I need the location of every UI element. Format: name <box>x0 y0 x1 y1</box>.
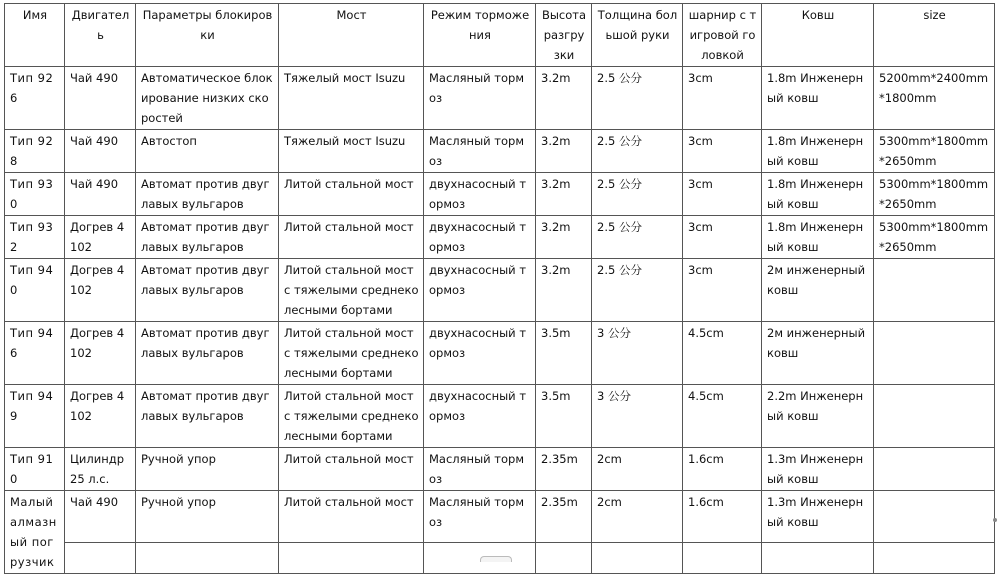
cell-bucket: 1.3m Инженерный ковш <box>762 491 874 543</box>
cell-engine: Догрев 4102 <box>65 385 136 448</box>
cell-size: 5300mm*1800mm*2650mm <box>874 216 995 259</box>
cell-height: 3.2m <box>536 130 592 173</box>
cell-axle: Литой стальной мост <box>279 491 424 543</box>
cell-lock: Автомат против двуглавых вульгаров <box>136 216 279 259</box>
cell-arm: 2cm <box>592 448 683 491</box>
cell-axle: Литой стальной мост <box>279 173 424 216</box>
header-cell: Имя <box>5 4 65 67</box>
cell-engine: Догрев 4102 <box>65 259 136 322</box>
cell-lock: Автомат против двуглавых вульгаров <box>136 173 279 216</box>
cell-height: 3.2m <box>536 173 592 216</box>
cell-brake: двухнасосный тормоз <box>424 173 536 216</box>
cell-bucket: 1.8m Инженерный ковш <box>762 130 874 173</box>
table-row <box>5 173 995 216</box>
cell-brake: двухнасосный тормоз <box>424 322 536 385</box>
cell-name: Тип 930 <box>5 173 65 216</box>
cell-hinge: 1.6cm <box>683 491 762 543</box>
cell-size <box>874 491 995 543</box>
cell-bucket: 2м инженерный ковш <box>762 322 874 385</box>
cell-name: Тип 926 <box>5 67 65 130</box>
cell-height: 3.2m <box>536 259 592 322</box>
empty-cell <box>874 543 995 574</box>
cell-axle: Литой стальной мост с тяжелыми среднеколесными бортами <box>279 385 424 448</box>
cell-bucket: 1.8m Инженерный ковш <box>762 173 874 216</box>
cell-size <box>874 448 995 491</box>
resize-handle-dot <box>993 518 997 522</box>
cell-lock: Автомат против двуглавых вульгаров <box>136 259 279 322</box>
cell-brake: Масляный тормоз <box>424 130 536 173</box>
table-row <box>5 259 995 322</box>
cell-arm: 2.5 公分 <box>592 173 683 216</box>
header-cell: Ковш <box>762 4 874 67</box>
cell-lock: Автостоп <box>136 130 279 173</box>
cell-hinge: 3cm <box>683 130 762 173</box>
cell-size: 5200mm*2400mm*1800mm <box>874 67 995 130</box>
cell-lock: Ручной упор <box>136 448 279 491</box>
cell-size: 5300mm*1800mm*2650mm <box>874 173 995 216</box>
table-row <box>5 322 995 385</box>
cell-bucket: 1.8m Инженерный ковш <box>762 67 874 130</box>
cell-lock: Автомат против двуглавых вульгаров <box>136 322 279 385</box>
cell-engine: Догрев 4102 <box>65 216 136 259</box>
cell-axle: Тяжелый мост Isuzu <box>279 67 424 130</box>
cell-arm: 2.5 公分 <box>592 216 683 259</box>
header-cell: Высота разгрузки <box>536 4 592 67</box>
cell-engine: Чай 490 <box>65 130 136 173</box>
cell-arm: 2.5 公分 <box>592 67 683 130</box>
cell-name: Тип 910 <box>5 448 65 491</box>
cell-axle: Литой стальной мост <box>279 216 424 259</box>
header-cell: Толщина большой руки <box>592 4 683 67</box>
empty-cell <box>279 543 424 574</box>
cell-brake: двухнасосный тормоз <box>424 216 536 259</box>
cell-brake: Масляный тормоз <box>424 448 536 491</box>
header-cell: Мост <box>279 4 424 67</box>
cell-height: 3.2m <box>536 67 592 130</box>
cell-name: Малый алмазный погрузчик <box>5 491 65 574</box>
cell-lock: Автомат против двуглавых вульгаров <box>136 385 279 448</box>
empty-cell <box>65 543 136 574</box>
table-row <box>5 448 995 491</box>
cell-height: 3.2m <box>536 216 592 259</box>
empty-cell <box>592 543 683 574</box>
header-cell: size <box>874 4 995 67</box>
cell-name: Тип 940 <box>5 259 65 322</box>
cell-axle: Тяжелый мост Isuzu <box>279 130 424 173</box>
empty-cell <box>136 543 279 574</box>
cell-hinge: 4.5cm <box>683 322 762 385</box>
table-row <box>5 216 995 259</box>
cell-height: 2.35m <box>536 491 592 543</box>
cell-engine: Цилиндр 25 л.с. <box>65 448 136 491</box>
cell-brake: двухнасосный тормоз <box>424 259 536 322</box>
cell-hinge: 4.5cm <box>683 385 762 448</box>
cell-axle: Литой стальной мост с тяжелыми среднеколесными бортами <box>279 259 424 322</box>
table-row <box>5 385 995 448</box>
cell-name: Тип 946 <box>5 322 65 385</box>
cell-engine: Чай 490 <box>65 67 136 130</box>
cell-engine: Догрев 4102 <box>65 322 136 385</box>
cell-size <box>874 322 995 385</box>
cell-arm: 3 公分 <box>592 385 683 448</box>
empty-cell <box>683 543 762 574</box>
cell-arm: 2cm <box>592 491 683 543</box>
cell-arm: 3 公分 <box>592 322 683 385</box>
cell-name: Тип 932 <box>5 216 65 259</box>
cell-hinge: 3cm <box>683 259 762 322</box>
cell-bucket: 1.3m Инженерный ковш <box>762 448 874 491</box>
cell-height: 3.5m <box>536 385 592 448</box>
cell-hinge: 1.6cm <box>683 448 762 491</box>
cell-arm: 2.5 公分 <box>592 259 683 322</box>
cell-height: 2.35m <box>536 448 592 491</box>
cell-brake: Масляный тормоз <box>424 491 536 543</box>
table-row <box>5 130 995 173</box>
cell-bucket: 1.8m Инженерный ковш <box>762 216 874 259</box>
cell-lock: Ручной упор <box>136 491 279 543</box>
cell-brake: Масляный тормоз <box>424 67 536 130</box>
header-cell: Двигатель <box>65 4 136 67</box>
header-cell: шарнир с тигровой головкой <box>683 4 762 67</box>
header-row <box>5 4 995 67</box>
header-cell: Режим торможения <box>424 4 536 67</box>
cell-size <box>874 259 995 322</box>
cell-name: Тип 928 <box>5 130 65 173</box>
cell-height: 3.5m <box>536 322 592 385</box>
cell-size: 5300mm*1800mm*2650mm <box>874 130 995 173</box>
header-cell: Параметры блокировки <box>136 4 279 67</box>
scroll-tab-marker <box>480 556 512 562</box>
table-row <box>5 67 995 130</box>
cell-hinge: 3cm <box>683 67 762 130</box>
cell-hinge: 3cm <box>683 173 762 216</box>
cell-engine: Чай 490 <box>65 173 136 216</box>
cell-bucket: 2.2m Инженерный ковш <box>762 385 874 448</box>
cell-axle: Литой стальной мост <box>279 448 424 491</box>
spec-table <box>4 3 995 574</box>
cell-lock: Автоматическое блокирование низких скоростей <box>136 67 279 130</box>
empty-cell <box>536 543 592 574</box>
empty-cell <box>762 543 874 574</box>
cell-axle: Литой стальной мост с тяжелыми среднеколесными бортами <box>279 322 424 385</box>
cell-engine: Чай 490 <box>65 491 136 543</box>
cell-hinge: 3cm <box>683 216 762 259</box>
cell-name: Тип 949 <box>5 385 65 448</box>
cell-brake: двухнасосный тормоз <box>424 385 536 448</box>
cell-size <box>874 385 995 448</box>
cell-arm: 2.5 公分 <box>592 130 683 173</box>
cell-bucket: 2м инженерный ковш <box>762 259 874 322</box>
table-row <box>5 491 995 543</box>
